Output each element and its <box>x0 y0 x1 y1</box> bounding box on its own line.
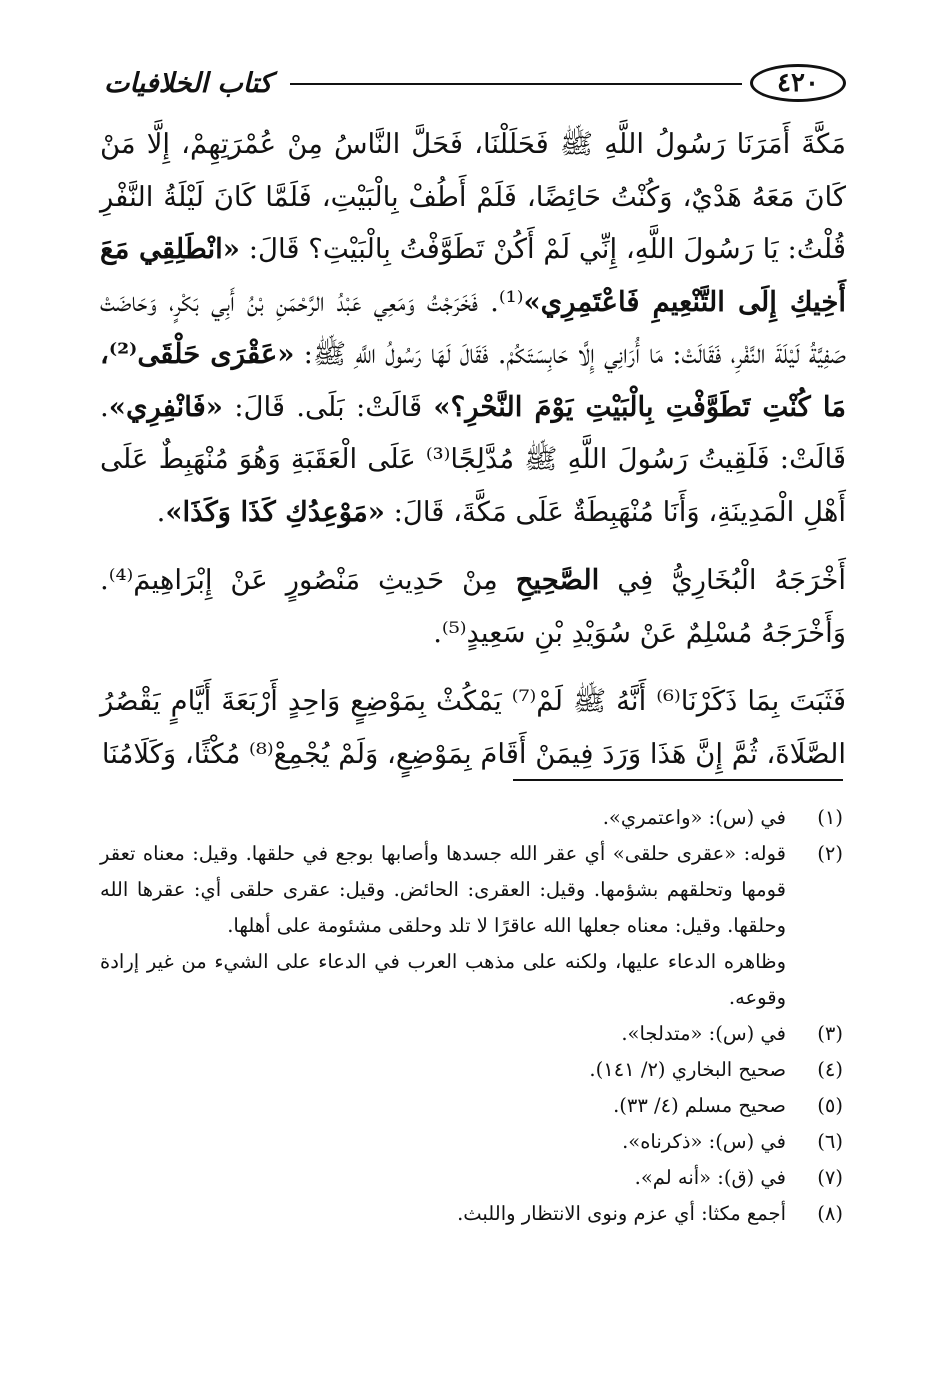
footnote-text: في (س): «ذكرناه». <box>622 1130 786 1153</box>
footnote-5 <box>100 1088 843 1124</box>
footnote-6 <box>100 1124 843 1160</box>
footnote-text: في (س): «متدلجا». <box>621 1022 786 1045</box>
footnote-8 <box>100 1196 843 1232</box>
footnote-number: (١) <box>817 806 843 829</box>
page-header <box>90 62 846 106</box>
footnote-1 <box>100 800 843 836</box>
text-run: ⁽¹⁾. فَخَرَجْتُ وَمَعِي عَبْدُ الرَّحْمَنِ بْنُ أَبِي بَكْرٍ، وَحَاضَتْ صَفِيَّةُ لَيْلَةَ النَّفْرِ، فَقَالَتْ: مَا أُرَانِي إِلَّا حَابِسَتَكُمْ. فَقَالَ لَهَا رَسُولُ اللَّهِ ﷺ: <box>100 285 846 370</box>
footnote-text: قوله: «عقرى حلقى» أي عقر الله جسدها وأصابها بوجع في حلقها. وقيل: معناه تعقر قومها وتحلقهم بشؤمها. وقيل: العقرى: الحائض. وقيل: عقرى حلقى أي: عقرها الله وحلقها. وقيل: معناه جعلها الله عاقرًا لا تلد وحلقى مشئومة على أهلها. <box>100 842 786 937</box>
paragraph-gap <box>100 538 846 554</box>
paragraph-hadith <box>100 118 846 538</box>
header-rule <box>290 83 742 85</box>
prophet-quote: «مَوْعِدُكِ كَذَا وَكَذَا» <box>165 495 385 528</box>
prophet-quote: «انْطَلِقِي مَعَ أَخِيكِ إِلَى التَّنْعِيمِ فَاعْتَمِرِي» <box>100 233 846 318</box>
text-run: قَالَتْ: بَلَى. قَالَ: <box>222 390 434 423</box>
text-run: مَكَّةَ أَمَرَنَا رَسُولُ اللَّهِ ﷺ فَحَلَلْنَا، فَحَلَّ النَّاسُ مِنْ عُمْرَتِهِمْ، إِلَّا مَنْ كَانَ مَعَهُ هَدْيٌ، وَكُنْتُ حَائِضًا، فَلَمْ أَطُفْ بِالْبَيْتِ، فَلَمَّا كَانَ لَيْلَةُ النَّفْرِ قُلْتُ: يَا رَسُولَ اللَّهِ، إِنِّي لَمْ أَكُنْ تَطَوَّفْتُ بِالْبَيْتِ؟ قَالَ: <box>100 128 846 265</box>
prophet-quote: «فَانْفِرِي» <box>108 390 223 423</box>
paragraph-takhrij <box>100 554 846 659</box>
footnote-number: (٣) <box>817 1022 843 1045</box>
text-run: . قَالَتْ: فَلَقِيتُ رَسُولَ اللَّهِ ﷺ مُدَّلِجًا⁽³⁾ عَلَى الْعَقَبَةِ وَهُوَ مُنْهَبِطٌ عَلَى أَهْلِ الْمَدِينَةِ، وَأَنَا مُنْهَبِطَةٌ عَلَى مَكَّةَ، قَالَ: <box>100 390 846 528</box>
book-title: كتاب الخلافيات <box>103 68 272 99</box>
footnote-text: صحيح مسلم (٤/ ٣٣). <box>613 1094 786 1117</box>
footnote-number: (٧) <box>817 1166 843 1189</box>
footnote-3 <box>100 1016 843 1052</box>
footnote-number: (٤) <box>817 1058 843 1081</box>
footnote-separator <box>513 779 843 781</box>
paragraph-conclusion: فَثَبَتَ بِمَا ذَكَرْنَا⁽⁶⁾ أَنَّهُ ﷺ لَمْ⁽⁷⁾ يَمْكُثْ بِمَوْضِعٍ وَاحِدٍ أَرْبَعَةَ أَيَّامٍ يَقْصُرُ الصَّلَاةَ، ثُمَّ إِنَّ هَذَا وَرَدَ فِيمَنْ أَقَامَ بِمَوْضِعٍ، وَلَمْ يُجْمِعْ⁽⁸⁾ مُكْثًا، وَكَلَامُنَا <box>100 685 846 770</box>
book-name: الصَّحِيحِ <box>515 564 600 596</box>
footnote-continuation: وظاهره الدعاء عليها، ولكنه على مذهب العرب في الدعاء على الشيء من غير إرادة وقوعه. <box>100 950 786 1009</box>
prophet-quote: «عَقْرَى حَلْقَى⁽²⁾، مَا كُنْتِ تَطَوَّفْتِ بِالْبَيْتِ يَوْمَ النَّحْرِ؟» <box>100 338 846 423</box>
main-text <box>100 118 846 780</box>
footnote-4 <box>100 1052 843 1088</box>
paragraph-gap <box>100 659 846 675</box>
page-number: ٤٢٠ <box>750 64 846 102</box>
footnote-text: في (ق): «أنه لم». <box>634 1166 786 1189</box>
footnotes <box>100 800 843 1232</box>
footnote-number: (٨) <box>817 1202 843 1225</box>
footnote-number: (٦) <box>817 1130 843 1153</box>
footnote-text: أجمع مكثا: أي عزم ونوى الانتظار واللبث. <box>457 1202 786 1225</box>
footnote-number: (٢) <box>817 842 843 865</box>
text-run: مِنْ حَدِيثِ مَنْصُورٍ عَنْ إِبْرَاهِيمَ⁽⁴⁾. وَأَخْرَجَهُ مُسْلِمٌ عَنْ سُوَيْدِ بْنِ سَعِيدٍ⁽⁵⁾. <box>100 564 846 649</box>
text-run: . <box>156 495 166 528</box>
footnote-2 <box>100 836 843 1016</box>
text-run: أَخْرَجَهُ الْبُخَارِيُّ فِي <box>599 564 846 596</box>
footnote-7 <box>100 1160 843 1196</box>
footnote-text: صحيح البخاري (٢/ ١٤١). <box>589 1058 786 1081</box>
footnote-number: (٥) <box>817 1094 843 1117</box>
footnote-text: في (س): «واعتمري». <box>602 806 786 829</box>
